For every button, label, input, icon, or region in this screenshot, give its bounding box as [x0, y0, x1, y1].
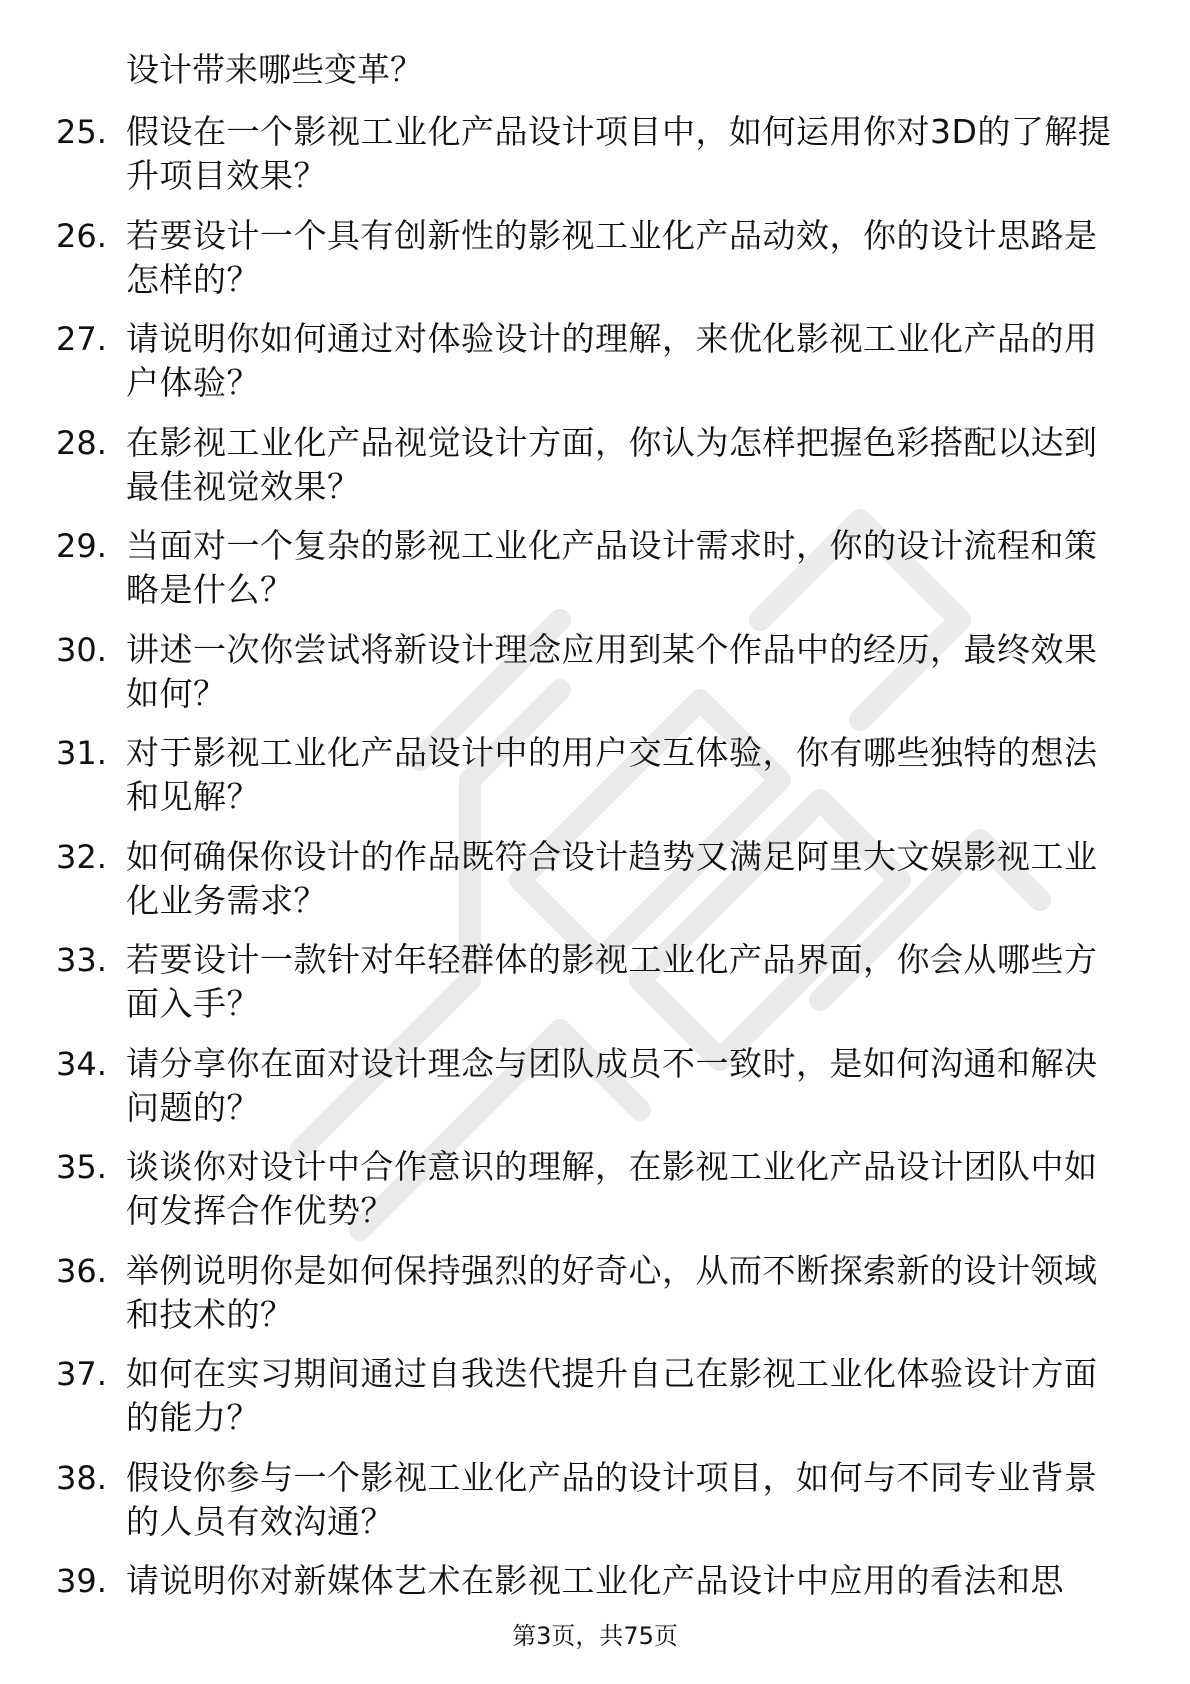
question-text: 如何在实习期间通过自我迭代提升自己在影视工业化体验设计方面的能力？	[126, 1354, 1098, 1437]
question-number: 37.	[56, 1355, 107, 1393]
question-text: 假设你参与一个影视工业化产品的设计项目，如何与不同专业背景的人员有效沟通？	[126, 1457, 1098, 1541]
question-text: 假设在一个影视工业化产品设计项目中，如何运用你对3D的了解提升项目效果？	[126, 112, 1112, 195]
question-item	[56, 938, 1136, 1042]
question-text: 如何确保你设计的作品既符合设计趋势又满足阿里大文娱影视工业化业务需求？	[126, 836, 1098, 920]
question-number: 26.	[56, 216, 107, 255]
question-text: 在影视工业化产品视觉设计方面，你认为怎样把握色彩搭配以达到最佳视觉效果？	[126, 422, 1098, 506]
question-item	[56, 317, 1136, 421]
question-number: 27.	[56, 320, 107, 358]
question-list	[56, 110, 1136, 1663]
question-number: 38.	[56, 1458, 107, 1497]
question-text: 若要设计一款针对年轻群体的影视工业化产品界面，你会从哪些方面入手？	[126, 940, 1098, 1023]
question-number: 32.	[56, 837, 107, 876]
question-item	[56, 1249, 1136, 1353]
question-item	[56, 421, 1136, 525]
question-text: 谈谈你对设计中合作意识的理解，在影视工业化产品设计团队中如何发挥合作优势？	[126, 1147, 1098, 1230]
question-text: 若要设计一个具有创新性的影视工业化产品动效，你的设计思路是怎样的？	[126, 215, 1098, 299]
page-footer: 第3页，共75页	[512, 1622, 678, 1650]
question-number: 30.	[56, 630, 107, 669]
question-text: 请说明你如何通过对体验设计的理解，来优化影视工业化产品的用户体验？	[126, 319, 1098, 402]
question-text: 请说明你对新媒体艺术在影视工业化产品设计中应用的看法和思	[126, 1561, 1064, 1600]
question-item	[56, 1145, 1136, 1249]
question-item	[56, 214, 1136, 318]
continuation-text: 设计带来哪些变革？	[126, 50, 423, 89]
question-item	[56, 835, 1136, 939]
question-item	[56, 731, 1136, 835]
question-number: 36.	[56, 1251, 107, 1290]
question-number: 34.	[56, 1044, 107, 1083]
question-item	[56, 628, 1136, 732]
question-text: 举例说明你是如何保持强烈的好奇心，从而不断探索新的设计领域和技术的？	[126, 1250, 1098, 1334]
question-number: 28.	[56, 423, 107, 462]
question-number: 39.	[56, 1562, 107, 1600]
question-item	[56, 1352, 1136, 1456]
question-text: 讲述一次你尝试将新设计理念应用到某个作品中的经历，最终效果如何？	[126, 629, 1098, 713]
question-number: 25.	[56, 113, 107, 151]
question-text: 对于影视工业化产品设计中的用户交互体验，你有哪些独特的想法和见解？	[126, 733, 1098, 816]
question-item	[56, 524, 1136, 628]
question-number: 31.	[56, 734, 107, 772]
question-text: 请分享你在面对设计理念与团队成员不一致时，是如何沟通和解决问题的？	[126, 1043, 1098, 1127]
question-number: 33.	[56, 941, 107, 979]
question-text: 当面对一个复杂的影视工业化产品设计需求时，你的设计流程和策略是什么？	[126, 526, 1098, 609]
question-item	[56, 1456, 1136, 1560]
question-item	[56, 110, 1136, 214]
question-number: 35.	[56, 1148, 107, 1186]
question-number: 29.	[56, 527, 107, 565]
question-item	[56, 1042, 1136, 1146]
